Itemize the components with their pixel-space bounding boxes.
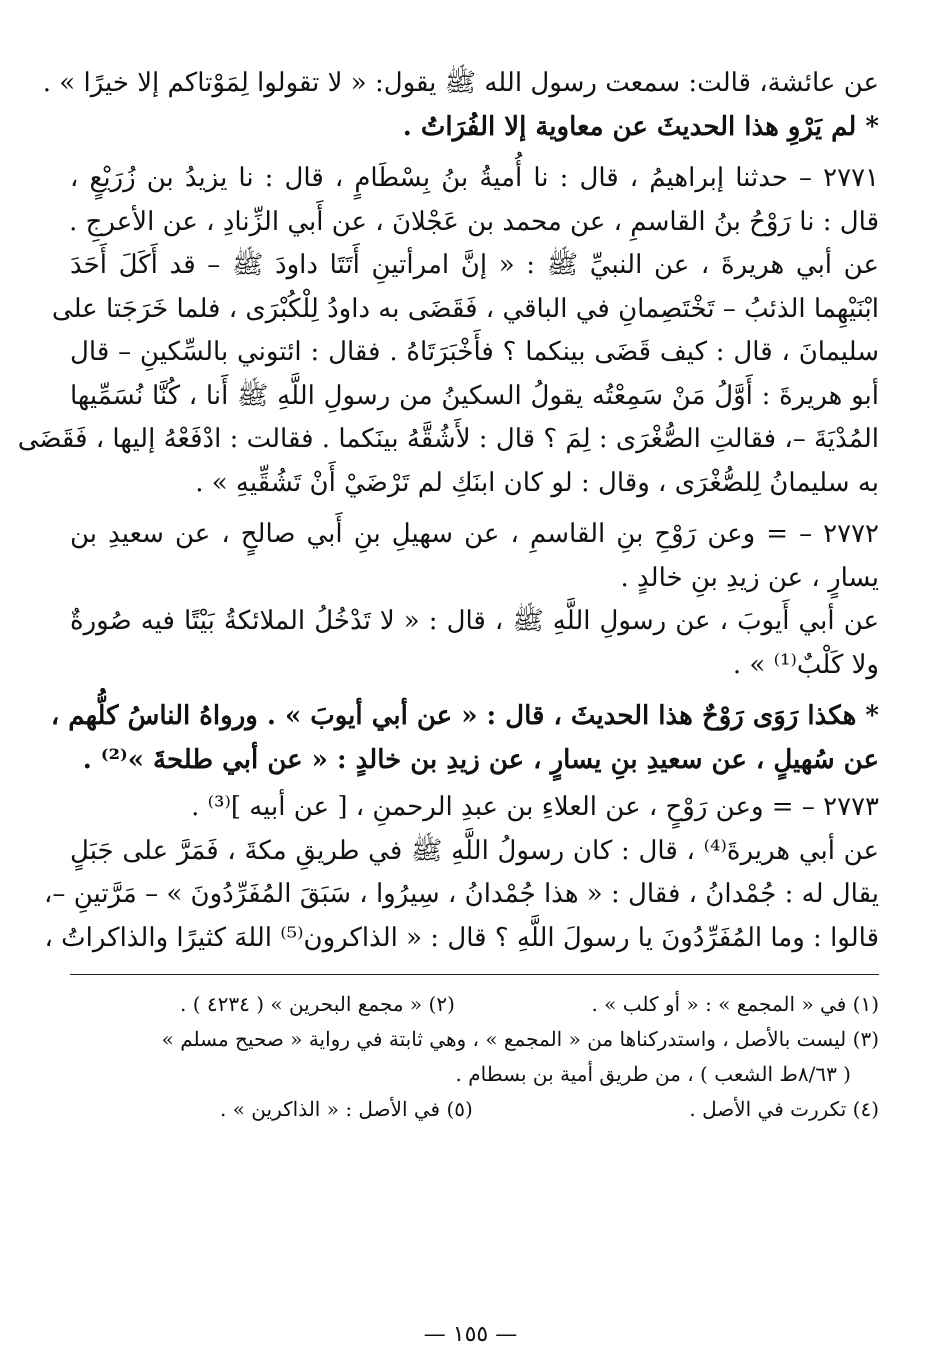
text-line: يقال له : جُمْدانُ ، فقال : « هذا جُمْدانُ ، سِيرُوا ، سَبَقَ المُفَرِّدُونَ » – مَرَّتينِ –، bbox=[44, 879, 879, 909]
hadith-2771-header: ٢٧٧١ – حدثنا إبراهيمُ ، قال : نا أُميةُ بنُ بِسْطَامٍ ، قال : نا يزيدُ بن زُرَيْعٍ ، bbox=[70, 163, 879, 193]
text-line: ابْنَيْهِما الذئبُ – تَخْتَصِمانِ في الباقي ، فَقَضَى به داودُ لِلْكُبْرَى ، فلما خَرَجَتا على bbox=[51, 293, 879, 324]
text-line: عن أبي هريرةَ⁽⁴⁾ ، قال : كان رسولُ اللَّهِ ﷺ في طريقِ مكةَ ، فَمَرَّ على جَبَلٍ bbox=[70, 835, 879, 866]
footnote-4: (٤) تكررت في الأصل . bbox=[689, 1097, 879, 1121]
footnote-row bbox=[70, 987, 879, 1022]
text-line: المُدْيَةَ –، فقالتِ الصُّغْرَى : لِمَ ؟ قال : لأَشُقَّهُ بينَكما . فقالت : ادْفَعْهُ إليها ، فَقَضَى bbox=[17, 424, 879, 454]
footnote-1: (١) في « المجمع » : « أو كلب » . bbox=[591, 992, 879, 1016]
text-line: سليمانَ ، قال : كيف قَضَى بينكما ؟ فأَخْبَرَتَاهُ . فقال : ائتوني بالسِّكينِ – قال bbox=[70, 337, 879, 367]
hadith-2773-header: ٢٧٧٣ – = وعن رَوْحٍ ، عن العلاءِ بن عبدِ الرحمنِ ، [ عن أبيه ]⁽³⁾ . bbox=[191, 792, 879, 822]
page-number: — ١٥٥ — bbox=[423, 1322, 518, 1347]
text-line: به سليمانُ لِلصُّغْرَى ، وقال : لو كان ابنَكِ لم تَرْضَيْ أَنْ تَشُقِّيهِ » . bbox=[195, 467, 879, 498]
text-line: عن أبي أَيوبَ ، عن رسولِ اللَّهِ ﷺ ، قال : « لا تَدْخُلُ الملائكةُ بَيْتًا فيه صُورةٌ bbox=[70, 606, 879, 636]
text-line: ولا كَلْبٌ⁽¹⁾ » . bbox=[732, 649, 879, 680]
text-line: أبو هريرةَ : أَوَّلُ مَنْ سَمِعْتُه يقولُ السكينُ من رسولِ اللَّهِ ﷺ أَنا ، كُنَّا نُسَمِّيها bbox=[70, 380, 879, 411]
text-line: يسارٍ ، عن زيدِ بنِ خالدٍ . bbox=[620, 562, 879, 593]
footnote-3: (٣) ليست بالأصل ، واستدركناها من « المجمع » ، وهي ثابتة في رواية « صحيح مسلم » bbox=[161, 1027, 879, 1051]
footnote-row bbox=[70, 1092, 879, 1127]
text-line: عن عائشة، قالت: سمعت رسول الله ﷺ يقول: « لا تقولوا لِمَوْتاكم إلا خيرًا » . bbox=[42, 68, 879, 98]
footnote-2: (٢) « مجمع البحرين » ( ٤٢٣٤ ) . bbox=[180, 992, 455, 1016]
hadith-2772-header: ٢٧٧٢ – = وعن رَوْحِ بنِ القاسمِ ، عن سهيلِ بنِ أَبي صالحٍ ، عن سعيدِ بن bbox=[70, 519, 879, 549]
commentary-line: * لم يَرْوِ هذا الحديثَ عن معاوية إلا الفُرَاتُ . bbox=[402, 111, 879, 142]
commentary-line: عن سُهيلٍ ، عن سعيدِ بنِ يسارٍ ، عن زيدِ بن خالدٍ : « عن أبي طلحةَ »⁽²⁾ . bbox=[82, 744, 879, 775]
footnote-3-continued: ( ٨/٦٣ط الشعب ) ، من طريق أمية بن بسطام . bbox=[455, 1062, 851, 1086]
text-line: قالوا : وما المُفَرِّدُونَ يا رسولَ اللَّهِ ؟ قال : « الذاكرون⁽⁵⁾ اللهَ كثيرًا والذاكراتُ ، bbox=[44, 922, 879, 953]
text-line: عن أبي هريرةَ ، عن النبيِّ ﷺ : « إنَّ امرأتينِ أَتَتَا داودَ ﷺ – قد أَكَلَ أَحَدَ bbox=[70, 250, 879, 280]
text-line: قال : نا رَوْحُ بنُ القاسمِ ، عن محمد بن عَجْلانَ ، عن أَبي الزِّنادِ ، عن الأعرجِ . bbox=[69, 206, 879, 237]
commentary-line: * هكذا رَوَى رَوْحٌ هذا الحديثَ ، قال : « عن أبي أيوبَ » . ورواهُ الناسُ كلُّهم ، bbox=[50, 701, 879, 731]
footnote-5: (٥) في الأصل : « الذاكرين » . bbox=[220, 1097, 473, 1121]
footnote-divider bbox=[70, 974, 879, 975]
